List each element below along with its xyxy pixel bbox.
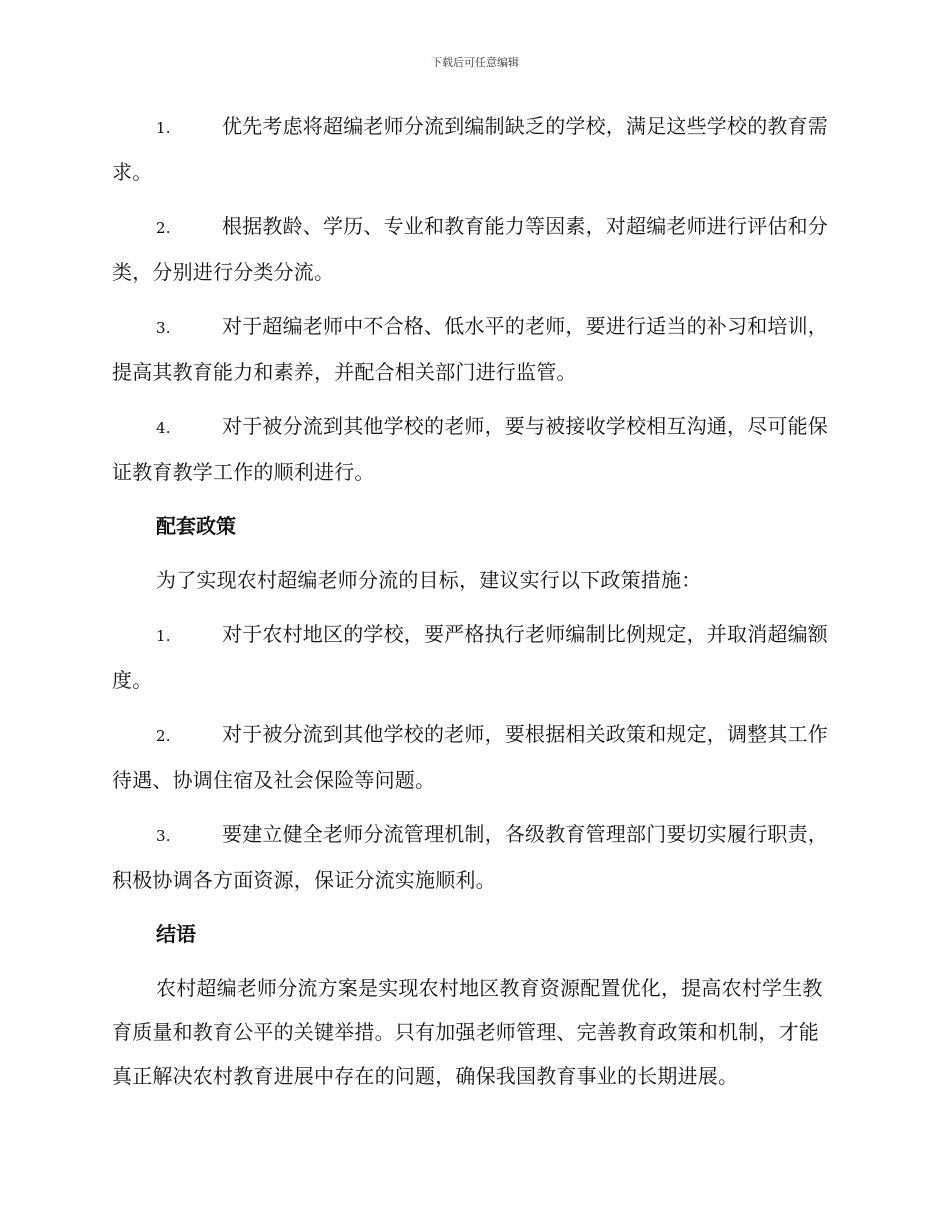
list-item xyxy=(112,404,834,494)
list-text: 对于超编老师中不合格、低水平的老师，要进行适当的补习和培训，提高其教育能力和素养，并配合相关部门进行监管。 xyxy=(112,314,828,384)
list-text: 对于被分流到其他学校的老师，要与被接收学校相互沟通，尽可能保证教育教学工作的顺利进行。 xyxy=(112,414,828,484)
list-number: 2. xyxy=(156,219,171,237)
list-item xyxy=(112,104,834,194)
list-number: 1. xyxy=(156,119,171,137)
section-heading: 结语 xyxy=(156,922,196,946)
list-item xyxy=(112,712,834,802)
list-text: 根据教龄、学历、专业和教育能力等因素，对超编老师进行评估和分类，分别进行分类分流。 xyxy=(112,214,828,284)
page-header: 下载后可任意编辑 xyxy=(431,56,519,69)
list-item xyxy=(112,812,834,902)
list-number: 3. xyxy=(156,827,171,845)
list-number: 3. xyxy=(156,319,171,337)
list-item xyxy=(112,612,834,702)
section-intro: 为了实现农村超编老师分流的目标，建议实行以下政策措施： xyxy=(156,568,702,592)
list-number: 2. xyxy=(156,727,171,745)
list-number: 4. xyxy=(156,419,171,437)
conclusion-paragraph: 农村超编老师分流方案是实现农村地区教育资源配置优化，提高农村学生教育质量和教育公平的关键举措。只有加强老师管理、完善教育政策和机制，才能真正解决农村教育进展中存在的问题，确保我国教育事业的长期进展。 xyxy=(112,976,823,1088)
list-item xyxy=(112,304,834,394)
list-text: 要建立健全老师分流管理机制，各级教育管理部门要切实履行职责，积极协调各方面资源，保证分流实施顺利。 xyxy=(112,822,828,892)
list-text: 优先考虑将超编老师分流到编制缺乏的学校，满足这些学校的教育需求。 xyxy=(112,114,828,184)
list-item xyxy=(112,204,834,294)
list-text: 对于被分流到其他学校的老师，要根据相关政策和规定，调整其工作待遇、协调住宿及社会保险等问题。 xyxy=(112,722,828,792)
document-body xyxy=(112,104,834,1108)
list-text: 对于农村地区的学校，要严格执行老师编制比例规定，并取消超编额度。 xyxy=(112,622,828,692)
list-number: 1. xyxy=(156,627,171,645)
section-heading: 配套政策 xyxy=(156,514,236,538)
